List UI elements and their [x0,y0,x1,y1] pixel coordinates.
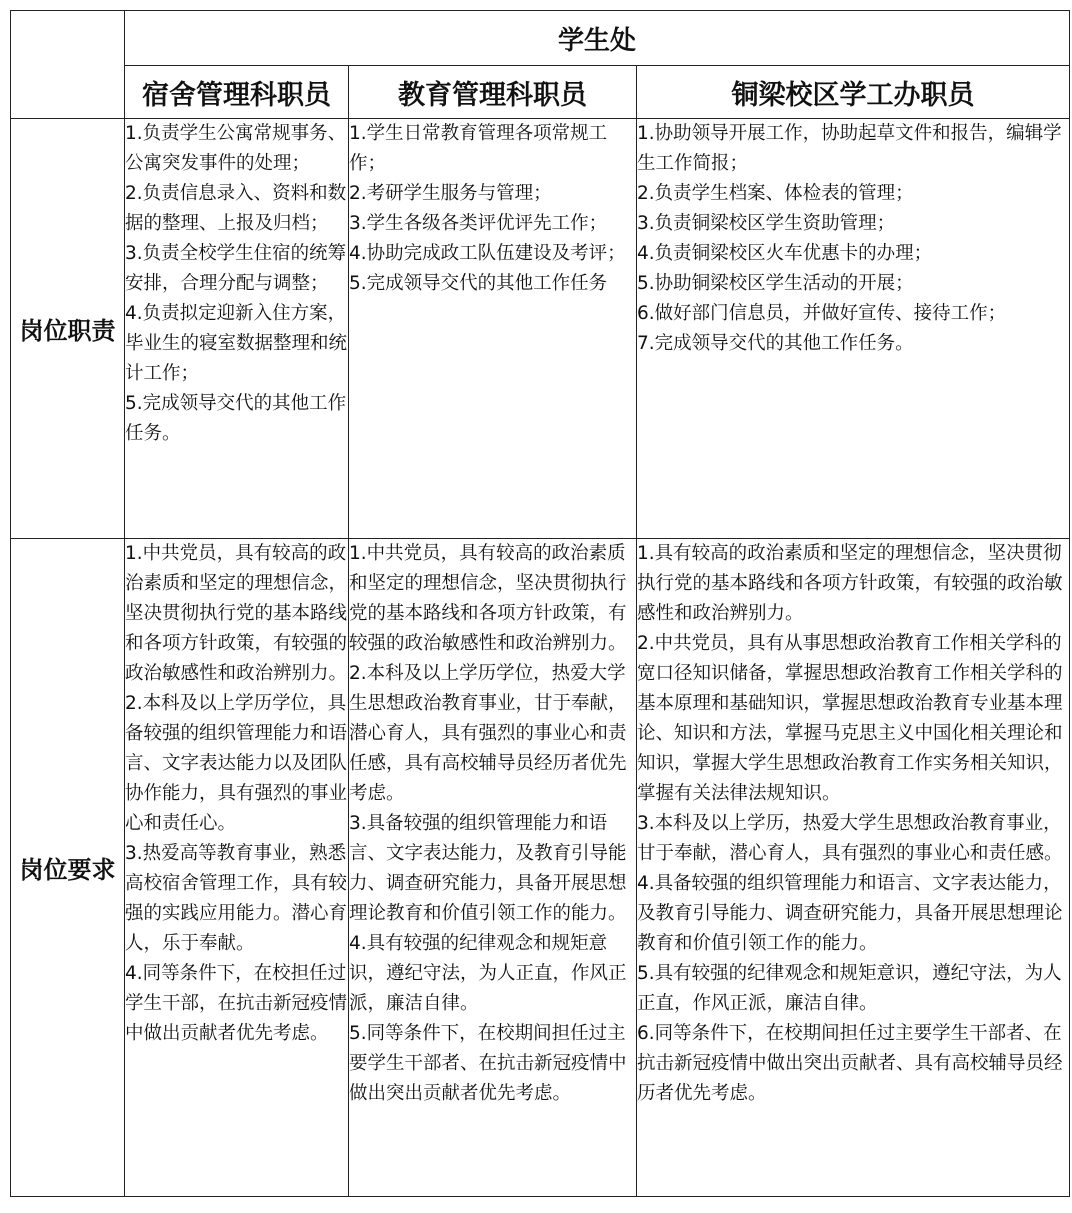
duty-item: 4.负责拟定迎新入住方案，毕业生的寝室数据整理和统计工作； [125,303,348,384]
duty-item: 2.考研学生服务与管理； [349,183,552,204]
row-label-duties: 岗位职责 [11,119,125,539]
duty-item: 1.学生日常教育管理各项常规工作； [349,123,608,174]
duty-item: 1.协助领导开展工作，协助起草文件和报告，编辑学生工作简报； [637,123,1062,174]
requirement-item: 6.同等条件下，在校期间担任过主要学生干部者、在抗击新冠疫情中做出突出贡献者、具有高校辅导员经历者优先考虑。 [637,1023,1063,1104]
duty-item: 5.协助铜梁校区学生活动的开展； [637,273,914,294]
header-row-department [11,11,1070,66]
corner-cell [11,11,125,119]
position-header-education: 教育管理科职员 [349,66,637,119]
duty-item: 2.负责信息录入、资料和数据的整理、上报及归档； [125,183,347,234]
requirements-cell-education [349,539,637,1197]
requirement-item: 5.具有较强的纪律观念和规矩意识，遵纪守法，为人正直，作风正派，廉洁自律。 [637,963,1062,1014]
duty-item: 3.负责铜梁校区学生资助管理； [637,213,896,234]
requirement-item: 3.具备较强的组织管理能力和语言、文字表达能力，及教育引导能力、调查研究能力，具备开展思想理论教育和价值引领工作的能力。 [349,813,627,924]
row-requirements [11,539,1070,1197]
requirement-item: 5.同等条件下，在校期间担任过主要学生干部者、在抗击新冠疫情中做出突出贡献者优先考虑。 [349,1023,627,1104]
duty-item: 2.负责学生档案、体检表的管理； [637,183,914,204]
position-header-dormitory: 宿舍管理科职员 [125,66,349,119]
requirement-item: 2.中共党员，具有从事思想政治教育工作相关学科的宽口径知识储备，掌握思想政治教育工作相关学科的基本原理和基础知识，掌握思想政治教育专业基本理论、知识和方法，掌握马克思主义中国化相关理论和知识，掌握大学生思想政治教育工作实务相关知识，掌握有关法律法规知识。 [637,633,1063,804]
requirements-cell-tongliang [637,539,1070,1197]
duties-cell-dormitory [125,119,349,539]
requirement-item: 4.同等条件下，在校担任过学生干部，在抗击新冠疫情中做出贡献者优先考虑。 [125,963,348,1044]
duty-item: 3.负责全校学生住宿的统筹安排，合理分配与调整； [125,243,347,294]
row-label-requirements: 岗位要求 [11,539,125,1197]
requirement-item: 2.本科及以上学历学位，热爱大学生思想政治教育事业，甘于奉献，潜心育人，具有强烈的事业心和责任感，具有高校辅导员经历者优先考虑。 [349,663,627,804]
duty-item: 4.协助完成政工队伍建设及考评； [349,243,626,264]
position-header-tongliang: 铜梁校区学工办职员 [637,66,1070,119]
duty-item: 3.学生各级各类评优评先工作； [349,213,608,234]
duty-item: 5.完成领导交代的其他工作任务。 [125,393,347,444]
duties-cell-tongliang [637,119,1070,539]
requirement-item: 4.具备较强的组织管理能力和语言、文字表达能力，及教育引导能力、调查研究能力，具备开展思想理论教育和价值引领工作的能力。 [637,873,1063,954]
requirement-item: 1.具有较高的政治素质和坚定的理想信念，坚决贯彻执行党的基本路线和各项方针政策，有较强的政治敏感性和政治辨别力。 [637,543,1063,624]
requirements-cell-dormitory [125,539,349,1197]
duty-item: 4.负责铜梁校区火车优惠卡的办理； [637,243,933,264]
requirement-item: 3.本科及以上学历，热爱大学生思想政治教育事业，甘于奉献，潜心育人，具有强烈的事业心和责任感。 [637,813,1063,864]
duties-cell-education [349,119,637,539]
requirement-item: 1.中共党员，具有较高的政治素质和坚定的理想信念，坚决贯彻执行党的基本路线和各项方针政策，有较强的政治敏感性和政治辨别力。 [349,543,627,654]
department-header: 学生处 [125,11,1070,66]
requirement-item: 4.具有较强的纪律观念和规矩意识，遵纪守法，为人正直，作风正派，廉洁自律。 [349,933,627,1014]
duty-item: 7.完成领导交代的其他工作任务。 [637,333,914,354]
row-duties [11,119,1070,539]
header-row-positions [11,66,1070,119]
duty-item: 1.负责学生公寓常规事务、公寓突发事件的处理； [125,123,347,174]
requirement-item: 1.中共党员，具有较高的政治素质和坚定的理想信念，坚决贯彻执行党的基本路线和各项方针政策，有较强的政治敏感性和政治辨别力。 [125,543,348,684]
requirement-item: 3.热爱高等教育事业，熟悉高校宿舍管理工作，具有较强的实践应用能力。潜心育人，乐于奉献。 [125,843,348,954]
requirement-item: 2.本科及以上学历学位，具备较强的组织管理能力和语言、文字表达能力以及团队协作能力，具有强烈的事业心和责任心。 [125,693,348,834]
duty-item: 5.完成领导交代的其他工作任务 [349,273,608,294]
job-requirements-table [10,10,1070,1197]
duty-item: 6.做好部门信息员，并做好宣传、接待工作； [637,303,1007,324]
